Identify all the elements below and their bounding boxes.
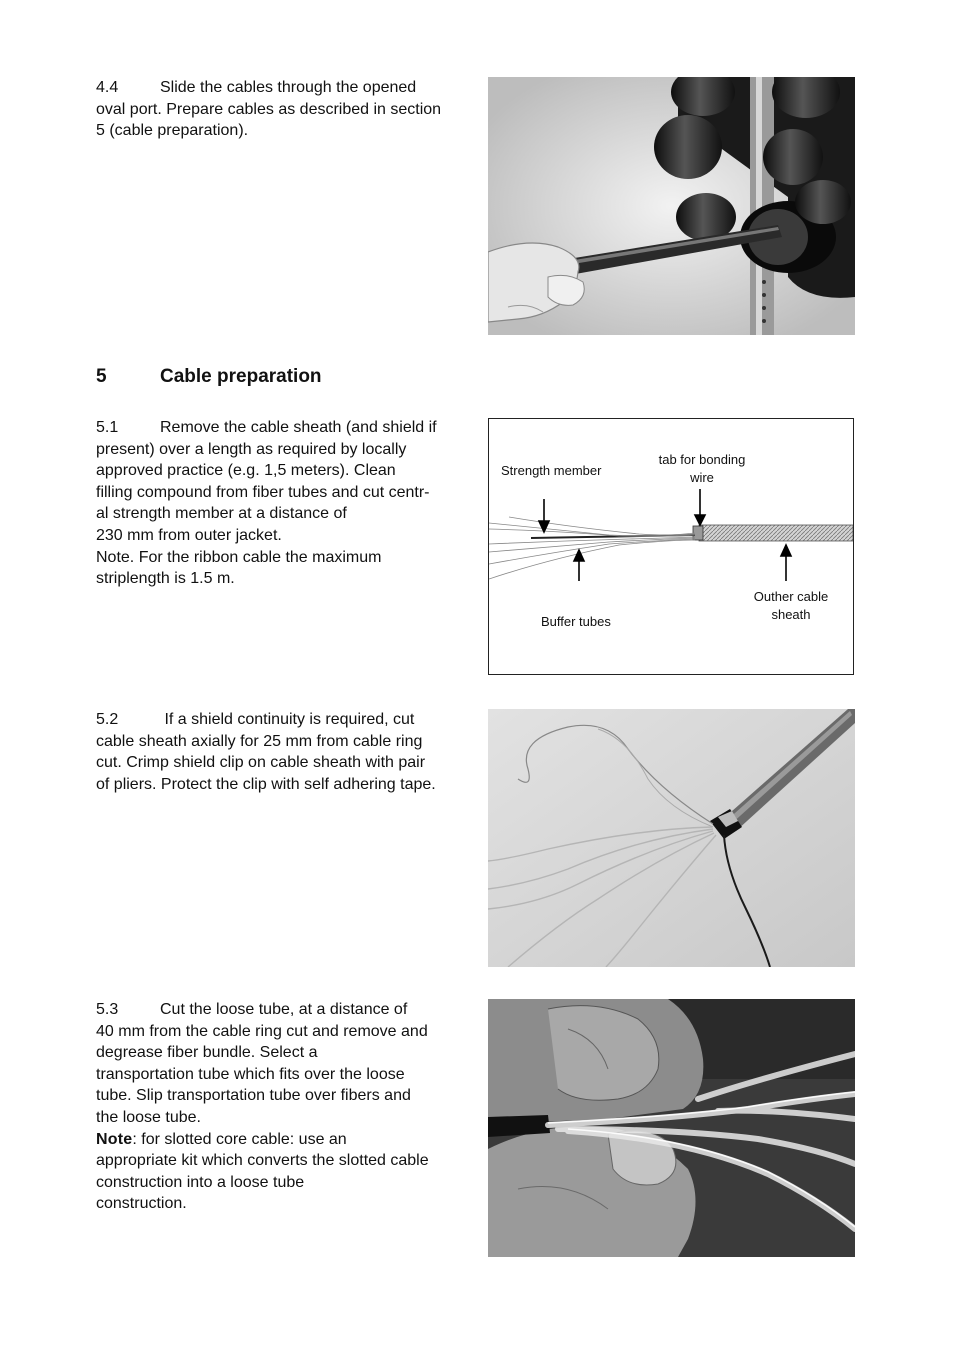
step-4-4-text: 4.4 Slide the cables through the opened oval port. Prepare cables as described in section 5 (cable preparation). (96, 79, 442, 140)
section-number: 5 (96, 366, 107, 387)
step-number: 5.1 (96, 419, 119, 436)
step-5-2-text: 5.2 If a shield continuity is required, cut cable sheath axially for 25 mm from cable ring cut. Crimp shield clip on cable sheath with pair of pliers. Protect the clip with self adhering tape. (96, 711, 436, 793)
photo-cable-insertion (488, 77, 855, 335)
section-title: Cable preparation (160, 366, 322, 387)
step-number: 5.3 (96, 1001, 119, 1018)
label-tab-bonding-wire: tab for bonding wire (658, 452, 746, 485)
step-number: 5.2 (96, 711, 119, 728)
label-outer-sheath: Outher cable sheath (753, 589, 829, 622)
label-strength-member: Strength member (501, 463, 602, 478)
photo-shield-clip (488, 709, 855, 967)
step-5-1-text: 5.1 Remove the cable sheath (and shield if present) over a length as required by locally approved practice (e.g. 1,5 meters). Clean filling compound from fiber tubes and cut centr- al strength member at a distance of 230 mm from outer jacket. Note. For the ribbon cable the maximum striplength is 1.5 m. (96, 419, 437, 588)
step-number: 4.4 (96, 79, 119, 96)
cable-diagram (488, 418, 854, 675)
note-label: Note (96, 1130, 133, 1148)
label-buffer-tubes: Buffer tubes (541, 614, 611, 629)
step-5-3-text: 5.3 Cut the loose tube, at a distance of 40 mm from the cable ring cut and remove and degrease fiber bundle. Select a transportation tube which fits over the loose tube. Slip transportation tube over fibers and the loose tube. Note: for slotted core cable: use an appropriate kit which converts the slotted cable construction into a loose tube construction. (96, 1001, 429, 1213)
photo-transport-tube (488, 999, 855, 1257)
outer-sheath (699, 525, 853, 541)
section-heading (96, 366, 322, 388)
